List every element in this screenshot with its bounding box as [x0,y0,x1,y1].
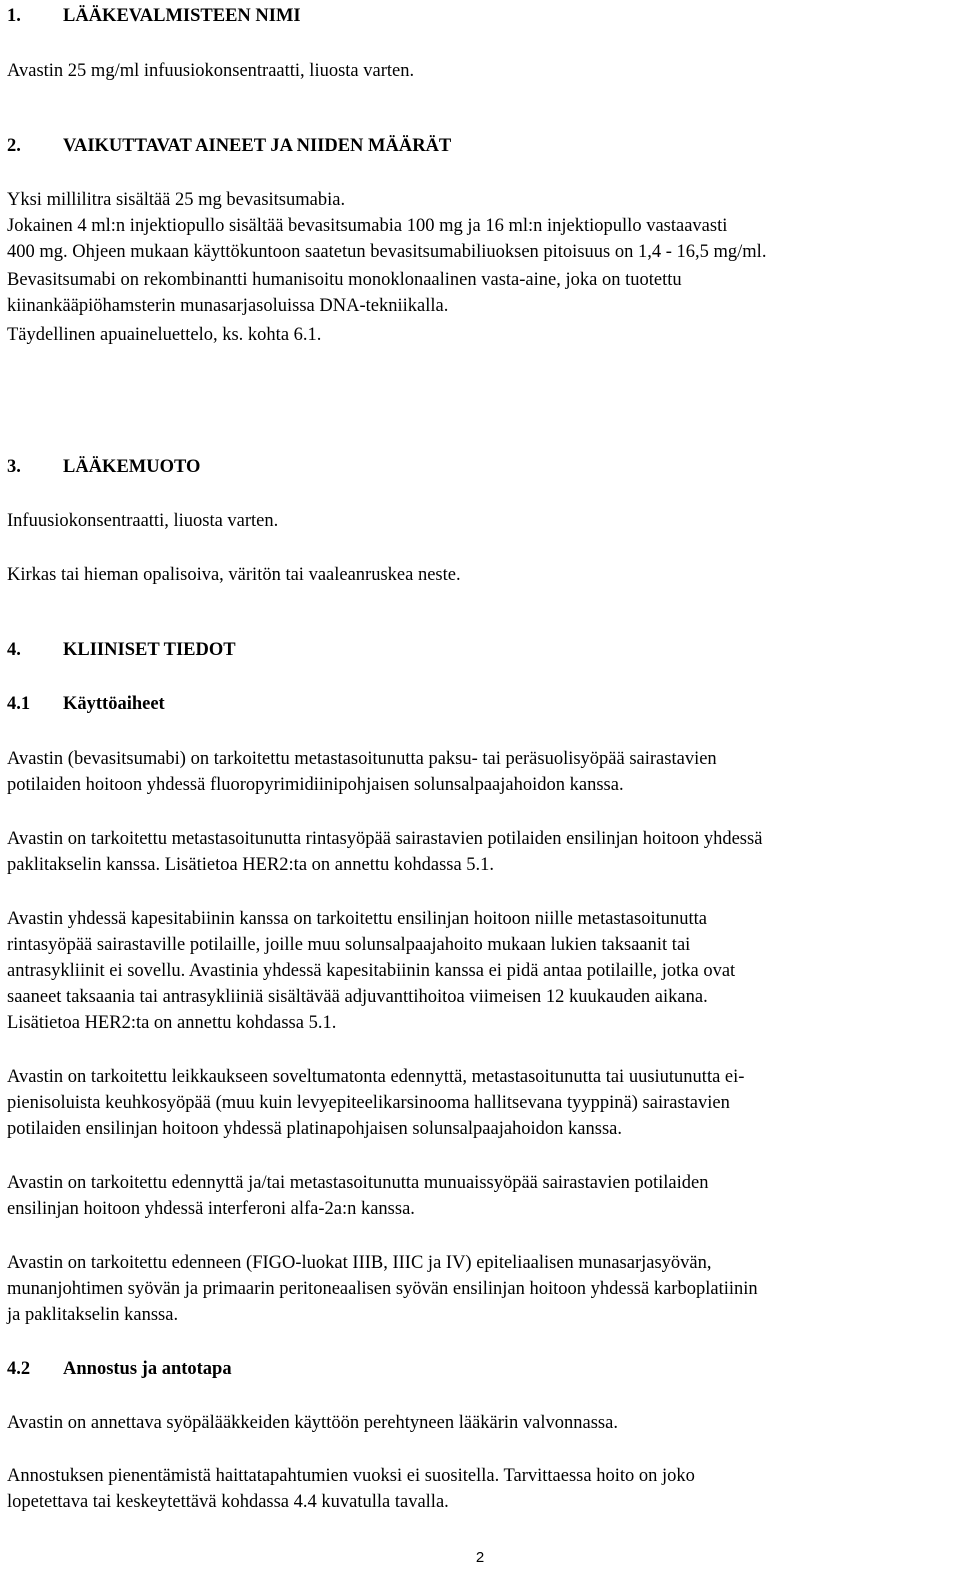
product-name-paragraph: Avastin 25 mg/ml infuusiokonsentraatti, liuosta varten. [7,61,415,81]
excipients-paragraph: Täydellinen apuaineluettelo, ks. kohta 6.1. [7,325,322,345]
composition-paragraph: Yksi millilitra sisältää 25 mg bevasitsumabia. Jokainen 4 ml:n injektiopullo sisältää bevasitsumabia 100 mg ja 16 ml:n injektiopullo vastaavasti 400 mg. Ohjeen mukaan käyttökuntoon saatetun bevasitsumabiliuoksen pitoisuus on 1,4 - 16,5 mg/ml. [7,190,767,262]
indication-breast-capecitabine-paragraph: Avastin yhdessä kapesitabiinin kanssa on tarkoitettu ensilinjan hoitoon niille metastasoitunutta rintasyöpää sairastaville potilaille, joille muu solunsalpaajahoito mukaan lukien taksaanit tai antrasykliinit ei sovellu. Avastinia yhdessä kapesitabiinin kanssa ei pidä antaa potilaille, jotka ovat saaneet taksaania tai antrasykliiniä sisältävää adjuvanttihoitoa viimeisen 12 kuukauden aikana. Lisätietoa HER2:ta on annettu kohdassa 5.1. [7,909,736,1033]
section-heading-4 [7,637,236,663]
section-title: LÄÄKEVALMISTEEN NIMI [63,6,301,26]
dose-reduction-paragraph: Annostuksen pienentämistä haittatapahtumien vuoksi ei suositella. Tarvittaessa hoito on joko lopetettava tai keskeytettävä kohdassa 4.4 kuvatulla tavalla. [7,1466,695,1512]
indication-breast-paclitaxel-paragraph: Avastin on tarkoitettu metastasoitunutta rintasyöpää sairastavien potilaiden ensilinjan hoitoon yhdessä paklitakselin kanssa. Lisätietoa HER2:ta on annettu kohdassa 5.1. [7,829,763,875]
section-number: 3. [7,457,21,477]
indication-ovarian-paragraph: Avastin on tarkoitettu edenneen (FIGO-luokat IIIB, IIIC ja IV) epiteliaalisen munasarjasyövän, munanjohtimen syövän ja primaarin peritoneaalisen syövän ensilinjan hoitoon yhdessä karboplatiinin ja paklitakselin kanssa. [7,1253,758,1325]
antibody-description-paragraph: Bevasitsumabi on rekombinantti humanisoitu monoklonaalinen vasta-aine, joka on tuotettu kiinankääpiöhamsterin munasarjasoluissa DNA-tekniikalla. [7,270,682,316]
section-title: VAIKUTTAVAT AINEET JA NIIDEN MÄÄRÄT [63,136,452,156]
section-number: 1. [7,6,21,26]
section-heading-4-2 [7,1356,232,1382]
section-heading-4-1 [7,691,165,717]
indication-lung-paragraph: Avastin on tarkoitettu leikkaukseen soveltumatonta edennyttä, metastasoitunutta tai uusiutunutta ei- pienisoluista keuhkosyöpää (muu kuin levyepiteelikarsinooma hallitsevana tyyppinä) sairastavien potilaiden ensilinjan hoitoon yhdessä platinapohjaisen solunsalpaajahoidon kanssa. [7,1067,745,1139]
appearance-paragraph: Kirkas tai hieman opalisoiva, väritön tai vaaleanruskea neste. [7,565,461,585]
section-number: 4.1 [7,694,31,714]
section-heading-3 [7,454,200,480]
section-title: LÄÄKEMUOTO [63,457,201,477]
indication-renal-paragraph: Avastin on tarkoitettu edennyttä ja/tai metastasoitunutta munuaissyöpää sairastavien potilaiden ensilinjan hoitoon yhdessä interferoni alfa-2a:n kanssa. [7,1173,709,1219]
form-paragraph: Infuusiokonsentraatti, liuosta varten. [7,511,279,531]
indication-colorectal-paragraph: Avastin (bevasitsumabi) on tarkoitettu metastasoitunutta paksu- tai peräsuolisyöpää sairastavien potilaiden hoitoon yhdessä fluoropyrimidiinipohjaisen solunsalpaajahoidon kanssa. [7,749,717,795]
section-title: Annostus ja antotapa [63,1359,232,1379]
administration-paragraph: Avastin on annettava syöpälääkkeiden käyttöön perehtyneen lääkärin valvonnassa. [7,1413,618,1433]
page-number: 2 [475,1549,485,1566]
section-number: 2. [7,136,21,156]
section-heading-2 [7,133,451,159]
section-heading-1 [7,3,301,29]
section-number: 4.2 [7,1359,31,1379]
section-title: Käyttöaiheet [63,694,165,714]
section-title: KLIINISET TIEDOT [63,640,236,660]
section-number: 4. [7,640,21,660]
